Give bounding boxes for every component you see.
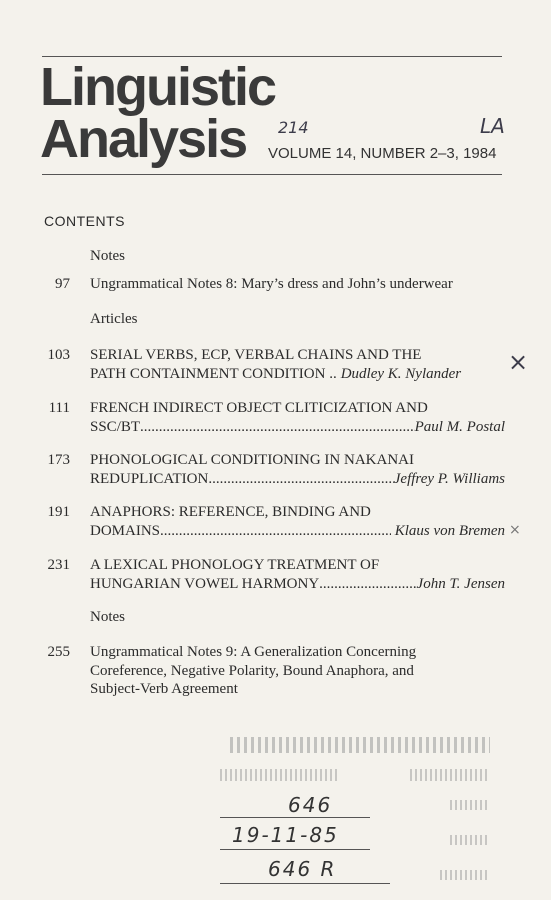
stamp-code: 646 R xyxy=(268,857,337,881)
handwritten-number: 214 xyxy=(278,118,309,137)
toc-entry xyxy=(40,556,510,596)
entry-author: Dudley K. Nylander xyxy=(340,365,462,382)
entry-title-line2: DOMAINS xyxy=(90,522,161,539)
entry-author: Klaus von Bremen xyxy=(394,522,505,539)
entry-title-line1: FRENCH INDIRECT OBJECT CLITICIZATION AND xyxy=(90,400,428,416)
entry-page: 173 xyxy=(47,452,70,468)
entry-title-line3: Subject-Verb Agreement xyxy=(90,681,238,697)
entry-title-line2: Coreference, Negative Polarity, Bound Anaphora, and xyxy=(90,662,414,679)
stamp-date: 19-11-85 xyxy=(232,823,339,847)
stamp-subheader-text-right xyxy=(410,769,490,781)
leader-dots xyxy=(140,418,415,437)
toc-entry xyxy=(40,503,510,543)
toc-entry xyxy=(40,399,510,439)
stamp-subheader-text xyxy=(220,769,340,781)
stamp-label-2 xyxy=(450,835,490,845)
entry-page: 103 xyxy=(47,347,70,363)
stamp-line-1 xyxy=(220,817,370,818)
entry-title-line1: ANAPHORS: REFERENCE, BINDING AND xyxy=(90,504,371,520)
entry-author: John T. Jensen xyxy=(416,575,505,592)
toc-entry xyxy=(40,346,510,386)
stamp-header-text xyxy=(230,737,490,753)
masthead-bottom-rule xyxy=(42,174,502,175)
entry-title: Ungrammatical Notes 8: Mary’s dress and John’s underwear xyxy=(90,276,453,292)
entry-title-line2: PATH CONTAINMENT CONDITION .. xyxy=(90,365,337,382)
section-notes-2: Notes xyxy=(90,609,125,625)
leader-dots xyxy=(208,470,393,489)
contents-heading: CONTENTS xyxy=(44,213,125,229)
stamp-number: 646 xyxy=(288,793,333,817)
margin-mark: × xyxy=(508,348,529,376)
entry-title-line1: Ungrammatical Notes 9: A Generalization Concerning xyxy=(90,644,417,660)
entry-title-line2: REDUPLICATION xyxy=(90,470,209,487)
entry-title-line1: PHONOLOGICAL CONDITIONING IN NAKANAI xyxy=(90,452,414,468)
journal-title-line2: Analysis xyxy=(40,109,247,169)
stamp-label-1 xyxy=(450,800,490,810)
journal-title-line1: Linguistic xyxy=(40,57,275,117)
entry-page: 231 xyxy=(47,557,70,573)
stamp-line-2 xyxy=(220,849,370,850)
leader-dots xyxy=(319,575,416,594)
entry-author: Paul M. Postal xyxy=(414,418,505,435)
handwritten-initials: LA xyxy=(480,114,505,138)
leader-dots xyxy=(160,522,391,541)
entry-title-line1: SERIAL VERBS, ECP, VERBAL CHAINS AND THE xyxy=(90,347,422,363)
stamp-line-3 xyxy=(220,883,390,884)
entry-title-line2: SSC/BT xyxy=(90,418,141,435)
section-articles: Articles xyxy=(90,311,138,327)
entry-title-line2: HUNGARIAN VOWEL HARMONY xyxy=(90,575,320,592)
library-stamp xyxy=(210,725,510,900)
toc-entry xyxy=(40,643,510,701)
volume-info: VOLUME 14, NUMBER 2–3, 1984 xyxy=(268,145,497,162)
section-notes-1: Notes xyxy=(90,248,125,264)
entry-page: 97 xyxy=(55,276,70,292)
margin-x-mark: × xyxy=(509,522,521,538)
entry-page: 191 xyxy=(47,504,70,520)
stamp-label-3 xyxy=(440,870,490,880)
entry-title-line1: A LEXICAL PHONOLOGY TREATMENT OF xyxy=(90,557,380,573)
toc-entry xyxy=(40,451,510,491)
toc-entry xyxy=(40,275,510,295)
entry-page: 255 xyxy=(47,644,70,660)
entry-page: 111 xyxy=(48,400,70,416)
entry-author: Jeffrey P. Williams xyxy=(393,470,505,487)
